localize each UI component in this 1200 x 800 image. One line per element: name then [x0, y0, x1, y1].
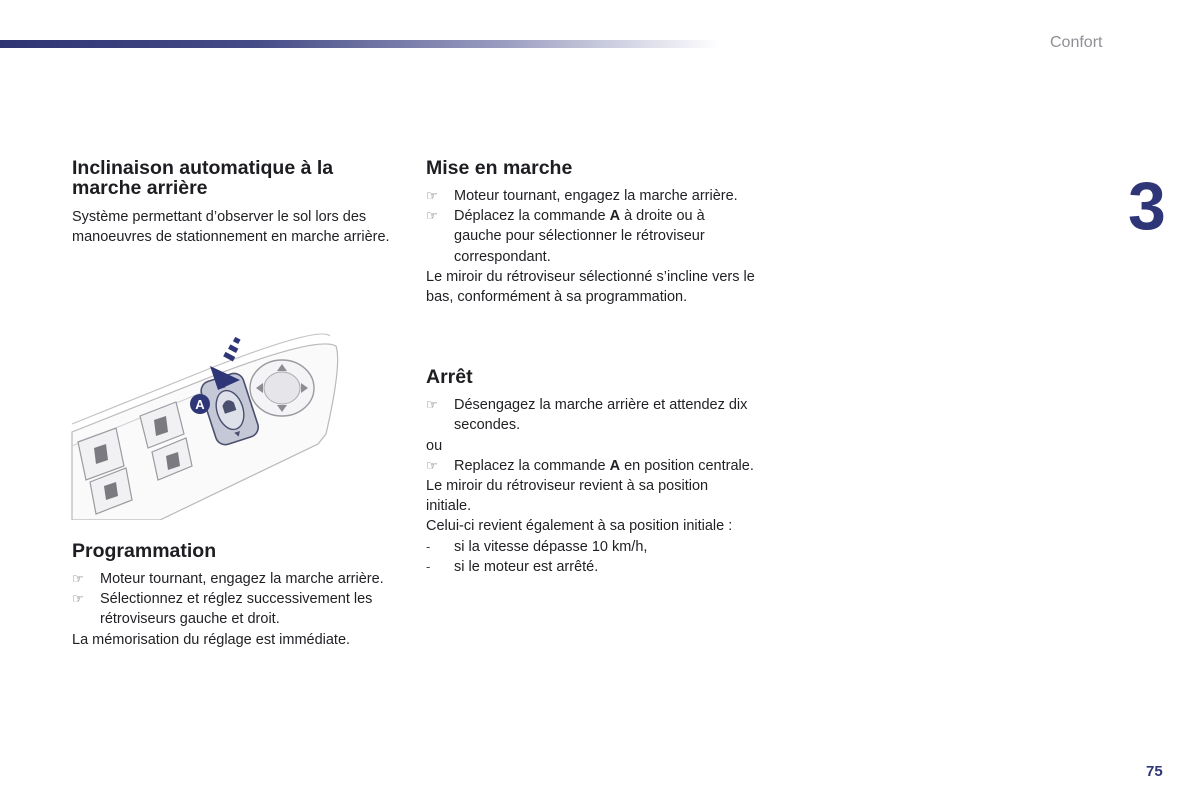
text-or: ou: [426, 437, 443, 454]
list-item: - si le moteur est arrêté.: [426, 558, 599, 575]
pointer-icon: ☞: [426, 208, 438, 224]
list-item: ☞ Moteur tournant, engagez la marche arrière.: [72, 569, 402, 589]
heading-auto-tilt: Inclinaison automatique à la marche arrière: [72, 157, 334, 199]
conditions-list: [426, 537, 756, 577]
list-item: ☞ Replacez la commande A en position centrale.: [426, 456, 756, 476]
paragraph-also-returns: Celui-ci revient également à sa position initiale :: [426, 518, 733, 535]
page-number: 75: [1146, 763, 1163, 780]
arret-list: [426, 395, 756, 435]
heading-mise-en-marche: Mise en marche: [426, 157, 573, 179]
list-item: ☞ Déplacez la commande A à droite ou à gauche pour sélectionner le rétroviseur correspondant.: [426, 208, 705, 265]
heading-arret: Arrêt: [426, 366, 473, 389]
pointer-icon: ☞: [72, 591, 84, 607]
programmation-list: [72, 569, 402, 630]
header-bar: [0, 40, 720, 48]
arret-list-2: [426, 456, 756, 476]
list-item: ☞ Moteur tournant, engagez la marche arrière.: [426, 186, 756, 206]
paragraph-mirror-tilts: Le miroir du rétroviseur sélectionné s’incline vers le bas, conformément à sa programmation.: [426, 268, 755, 306]
programmation-section: [72, 541, 402, 650]
chapter-number: 3: [1128, 168, 1166, 244]
pointer-icon: ☞: [72, 571, 84, 586]
mirror-control-figure: [68, 324, 408, 520]
mise-en-marche-list: [426, 186, 756, 267]
list-item: - si la vitesse dépasse 10 km/h,: [426, 538, 648, 555]
paragraph-mirror-returns: Le miroir du rétroviseur revient à sa position initiale.: [426, 478, 709, 515]
right-column: [426, 158, 756, 577]
pointer-icon: ☞: [426, 457, 438, 473]
pointer-icon: ☞: [426, 397, 438, 413]
heading-programmation: Programmation: [72, 540, 217, 562]
paragraph-system: Système permettant d’observer le sol lors des manoeuvres de stationnement en marche arrière.: [72, 209, 390, 246]
list-item: ☞ Sélectionnez et réglez successivement les rétroviseurs gauche et droit.: [72, 591, 373, 628]
left-column: [72, 158, 402, 247]
callout-a-label: A: [195, 397, 205, 412]
pointer-icon: ☞: [426, 188, 438, 203]
list-item: ☞ Désengagez la marche arrière et attendez dix secondes.: [426, 397, 748, 434]
section-title: Confort: [1050, 34, 1103, 51]
paragraph-memorisation: La mémorisation du réglage est immédiate.: [72, 631, 351, 648]
